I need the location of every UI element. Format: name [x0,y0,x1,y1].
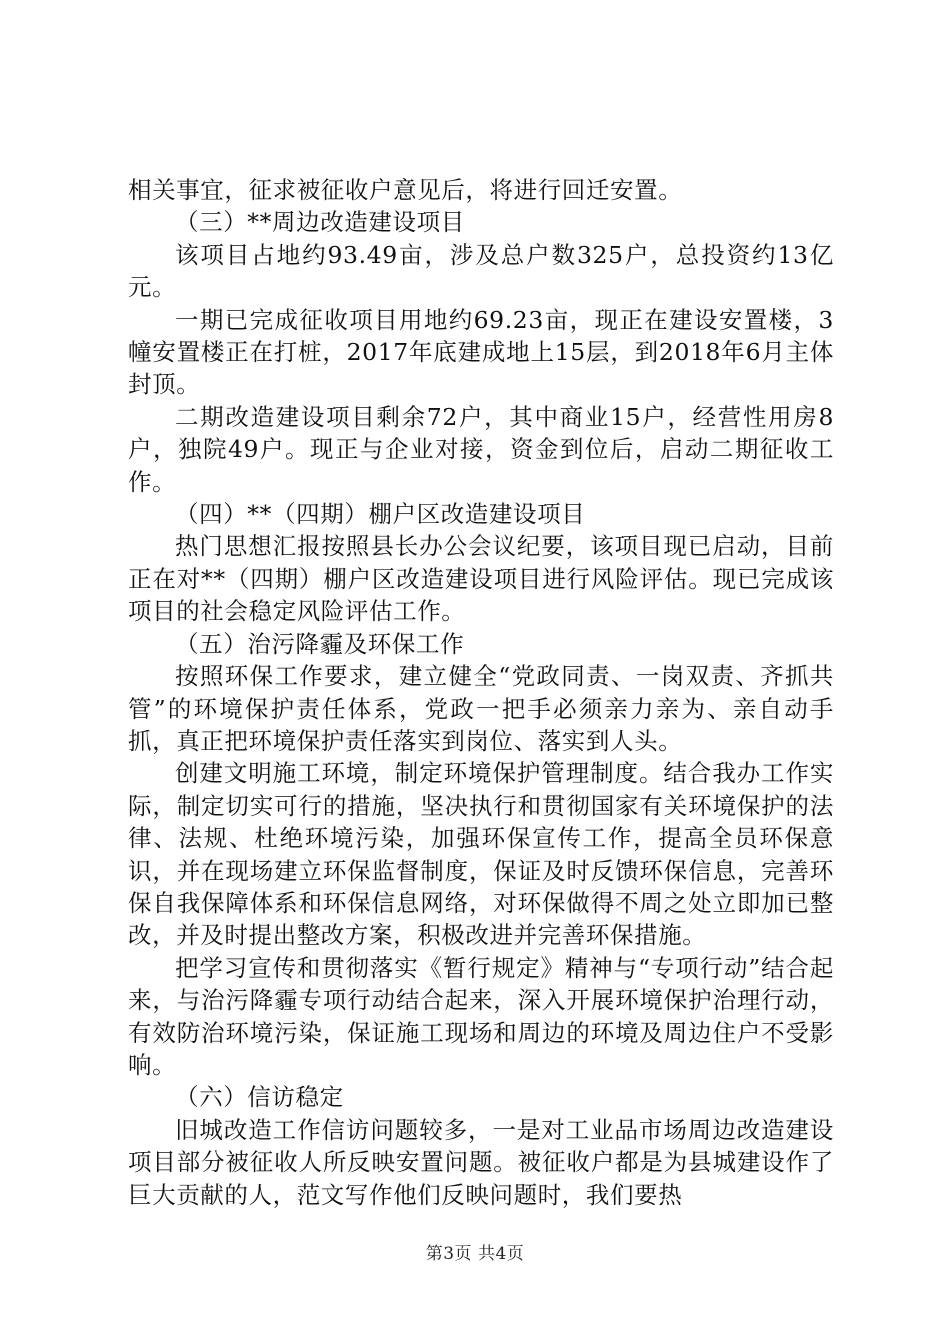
section-heading-6: （六）信访稳定 [175,1083,344,1112]
paragraph-9: 旧城改造工作信访问题较多，一是对工业品市场周边改造建设项目部分被征收人所反映安置问题。被征收户都是为县城建设作了巨大贡献的人，范文写作他们反映问题时，我们要热 [128,1115,834,1209]
paragraph-8: 把学习宣传和贯彻落实《暂行规定》精神与“专项行动”结合起来，与治污降霾专项行动结合起来，深入开展环境保护治理行动，有效防治环境污染，保证施工现场和周边的环境及周边住户不受影响。 [128,953,834,1079]
document-body [128,174,834,1211]
section-heading-4: （四）**（四期）棚户区改造建设项目 [175,500,586,529]
paragraph-6: 按照环保工作要求，建立健全“党政同责、一岗双责、齐抓共管”的环境保护责任体系，党政一把手必须亲力亲为、亲自动手抓，真正把环境保护责任落实到岗位、落实到人头。 [128,662,834,755]
section-heading-5: （五）治污降霾及环保工作 [175,629,465,658]
paragraph-2: 该项目占地约93.49亩，涉及总户数325户，总投资约13亿元。 [128,240,834,302]
section-heading-3: （三）**周边改造建设项目 [175,208,465,237]
paragraph-5: 热门思想汇报按照县长办公会议纪要，该项目现已启动，目前正在对**（四期）棚户区改造建设项目进行风险评估。现已完成该项目的社会稳定风险评估工作。 [128,532,834,626]
paragraph-4: 二期改造建设项目剩余72户，其中商业15户，经营性用房8户，独院49户。现正与企业对接，资金到位后，启动二期征收工作。 [128,402,834,496]
page-number-footer: 第3页 共4页 [425,1244,525,1264]
paragraph-7: 创建文明施工环境，制定环境保护管理制度。结合我办工作实际，制定切实可行的措施，坚决执行和贯彻国家有关环境保护的法律、法规、杜绝环境污染，加强环保宣传工作，提高全员环保意识，并在现场建立环保监督制度，保证及时反馈环保信息，完善环保自我保障体系和环保信息网络，对环保做得不周之处立即加已整改，并及时提出整改方案，积极改进并完善环保措施。 [128,759,834,950]
paragraph-3: 一期已完成征收项目用地约69.23亩，现正在建设安置楼，3幢安置楼正在打桩，2017年底建成地上15层，到2018年6月主体封顶。 [128,305,834,399]
paragraph-1: 相关事宜，征求被征收户意见后，将进行回迁安置。 [128,176,683,204]
